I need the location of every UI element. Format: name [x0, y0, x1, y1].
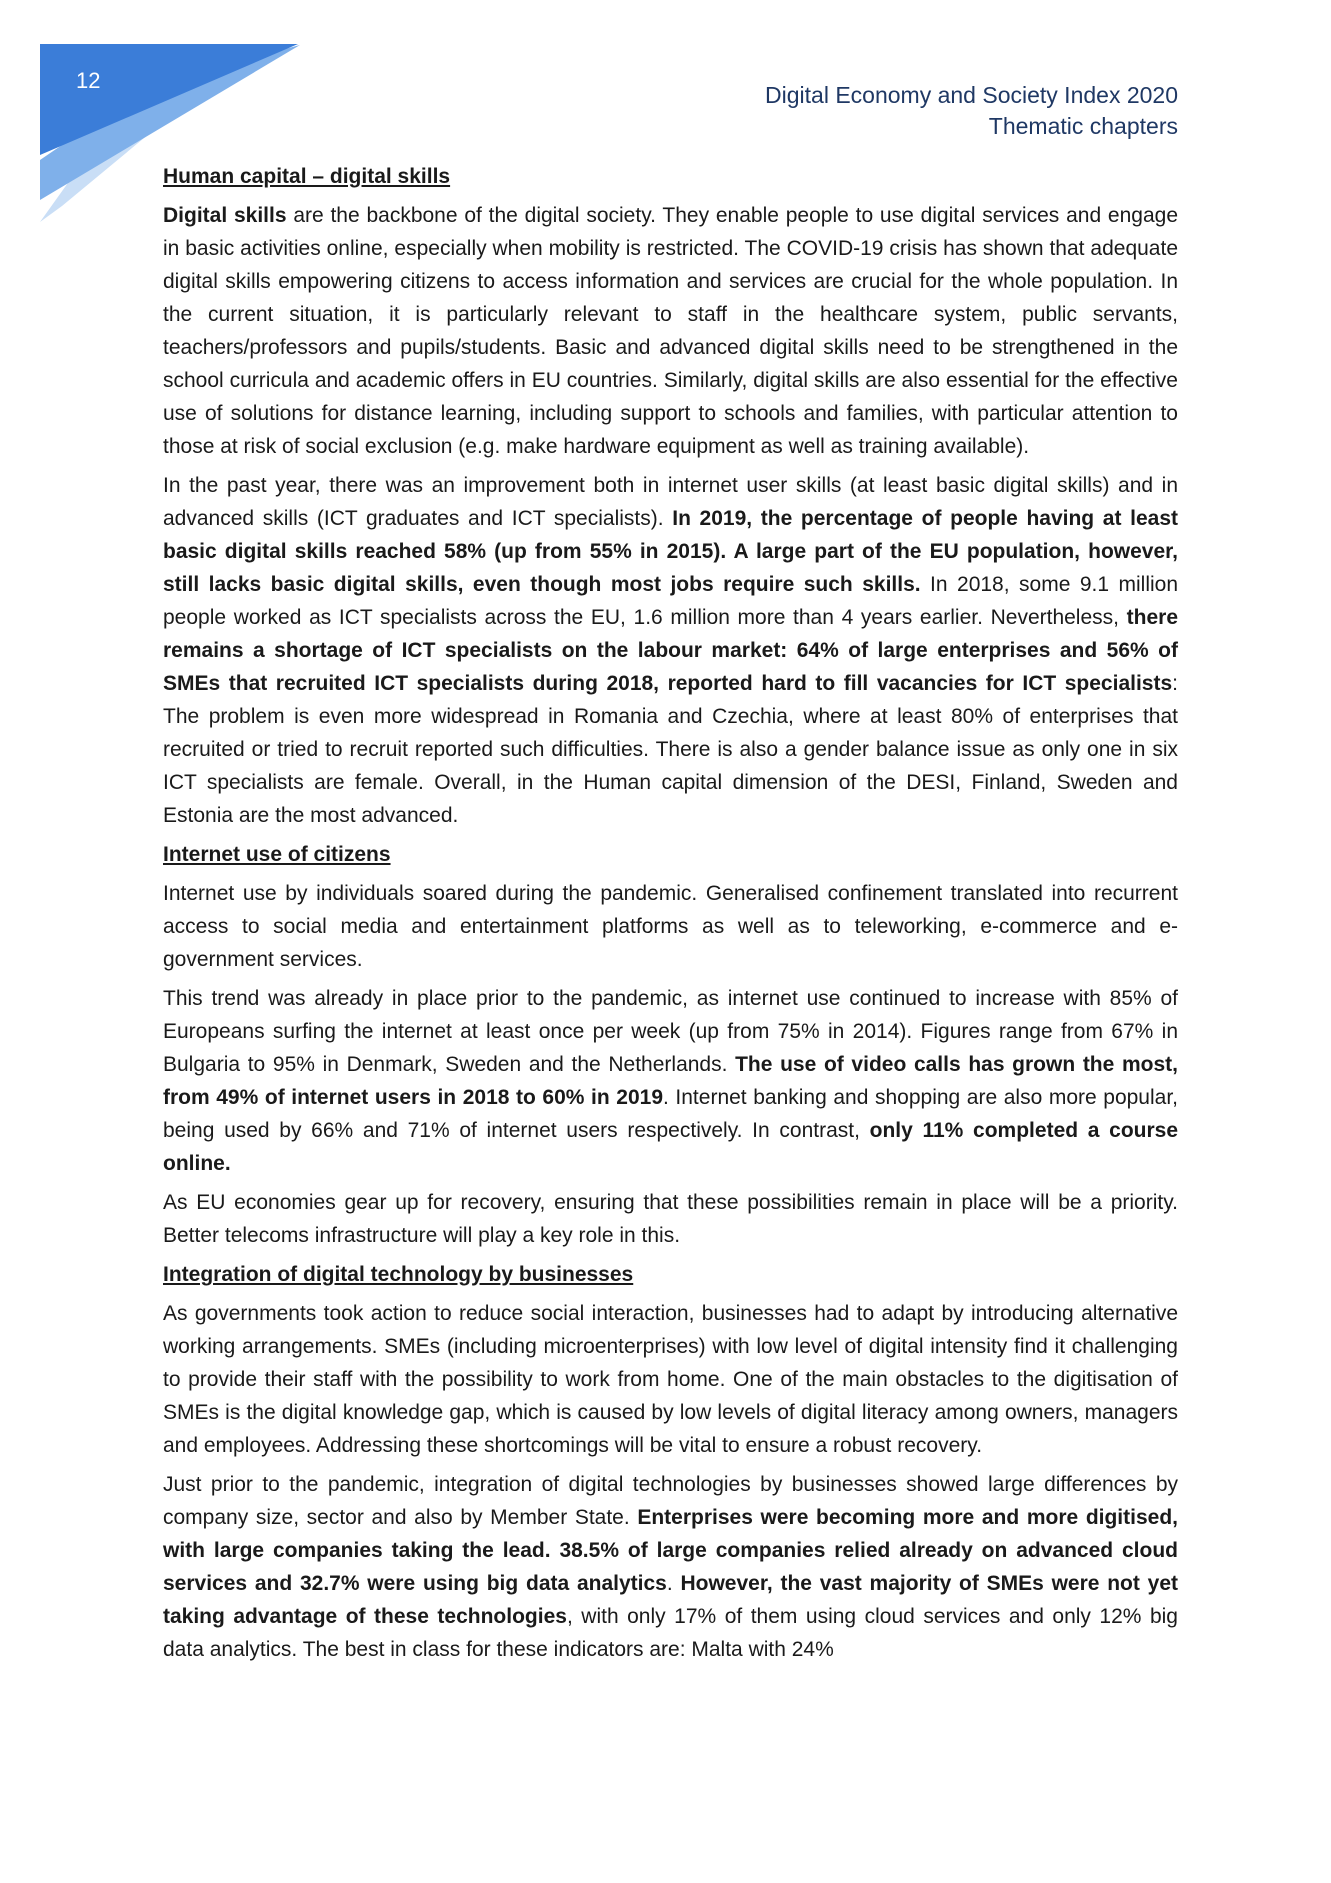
text-run: As EU economies gear up for recovery, ensuring that these possibilities remain in place will be a priority. Better telecoms infrastructure will play a key role in this. [163, 1191, 1178, 1247]
text-run: Just prior to the pandemic, integration of digital technologies by businesses showed large differences by company size, sector and also by Member State. [163, 1473, 1178, 1529]
document-body [163, 160, 1178, 1672]
bold-text: Digital skills [163, 204, 287, 227]
section-heading: Human capital – digital skills [163, 165, 451, 188]
text-run: , with only 17% of them using cloud services and only 12% big data analytics. The best in class for these indicators are: Malta with 24% [163, 1605, 1178, 1661]
paragraph [163, 469, 1178, 832]
paragraph [163, 1468, 1178, 1666]
section-heading: Integration of digital technology by businesses [163, 1263, 634, 1286]
bold-text: only 11% completed a course online. [163, 1119, 1178, 1175]
bold-text: there remains a shortage of ICT specialists on the labour market: 64% of large enterprises and 56% of SMEs that recruited ICT specialists during 2018, reported hard to fill vacancies for ICT specialists [163, 606, 1178, 695]
text-run: This trend was already in place prior to the pandemic, as internet use continued to increase with 85% of Europeans surfing the internet at least once per week (up from 75% in 2014). Figures range from 67% in Bulgaria to 95% in Denmark, Sweden and the Netherlands. [163, 987, 1178, 1076]
paragraph [163, 982, 1178, 1180]
corner-stripe-dark [40, 44, 298, 155]
paragraph [163, 877, 1178, 976]
running-header-title: Digital Economy and Society Index 2020 [765, 82, 1178, 108]
page-number: 12 [76, 68, 101, 93]
paragraph [163, 1297, 1178, 1462]
text-run: Internet use by individuals soared during the pandemic. Generalised confinement translated into recurrent access to social media and entertainment platforms as well as to teleworking, e-commerce and e-government services. [163, 882, 1178, 971]
text-run: As governments took action to reduce social interaction, businesses had to adapt by introducing alternative working arrangements. SMEs (including microenterprises) with low level of digital intensity find it challenging to provide their staff with the possibility to work from home. One of the main obstacles to the digitisation of SMEs is the digital knowledge gap, which is caused by low levels of digital literacy among owners, managers and employees. Addressing these shortcomings will be vital to ensure a robust recovery. [163, 1302, 1178, 1457]
paragraph [163, 1186, 1178, 1252]
running-header-subtitle: Thematic chapters [988, 113, 1178, 139]
running-header [765, 80, 1178, 142]
text-run: : The problem is even more widespread in Romania and Czechia, where at least 80% of enterprises that recruited or tried to recruit reported such difficulties. There is also a gender balance issue as only one in six ICT specialists are female. Overall, in the Human capital dimension of the DESI, Finland, Sweden and Estonia are the most advanced. [163, 672, 1178, 827]
text-run: are the backbone of the digital society. They enable people to use digital services and engage in basic activities online, especially when mobility is restricted. The COVID-19 crisis has shown that adequate digital skills empowering citizens to access information and services are crucial for the whole population. In the current situation, it is particularly relevant to staff in the healthcare system, public servants, teachers/professors and pupils/students. Basic and advanced digital skills need to be strengthened in the school curricula and academic offers in EU countries. Similarly, digital skills are also essential for the effective use of solutions for distance learning, including support to schools and families, with particular attention to those at risk of social exclusion (e.g. make hardware equipment as well as training available). [163, 204, 1178, 458]
bold-text: The use of video calls has grown the most, from 49% of internet users in 2018 to 60% in 2019 [163, 1053, 1178, 1109]
section-heading: Internet use of citizens [163, 843, 391, 866]
text-run: . [666, 1572, 681, 1595]
text-run: In 2018, some 9.1 million people worked as ICT specialists across the EU, 1.6 million more than 4 years earlier. Nevertheless, [163, 573, 1179, 629]
paragraph [163, 199, 1178, 463]
bold-text: Enterprises were becoming more and more digitised, with large companies taking the lead. 38.5% of large companies relied already on advanced cloud services and 32.7% were using big data analytics [163, 1506, 1178, 1595]
text-run: In the past year, there was an improvement both in internet user skills (at least basic digital skills) and in advanced skills (ICT graduates and ICT specialists). [163, 474, 1178, 530]
bold-text: However, the vast majority of SMEs were not yet taking advantage of these technologies [163, 1572, 1179, 1628]
text-run: . Internet banking and shopping are also more popular, being used by 66% and 71% of internet users respectively. In contrast, [163, 1086, 1179, 1142]
bold-text: In 2019, the percentage of people having at least basic digital skills reached 58% (up from 55% in 2015). A large part of the EU population, however, still lacks basic digital skills, even though most jobs require such skills. [163, 507, 1178, 596]
